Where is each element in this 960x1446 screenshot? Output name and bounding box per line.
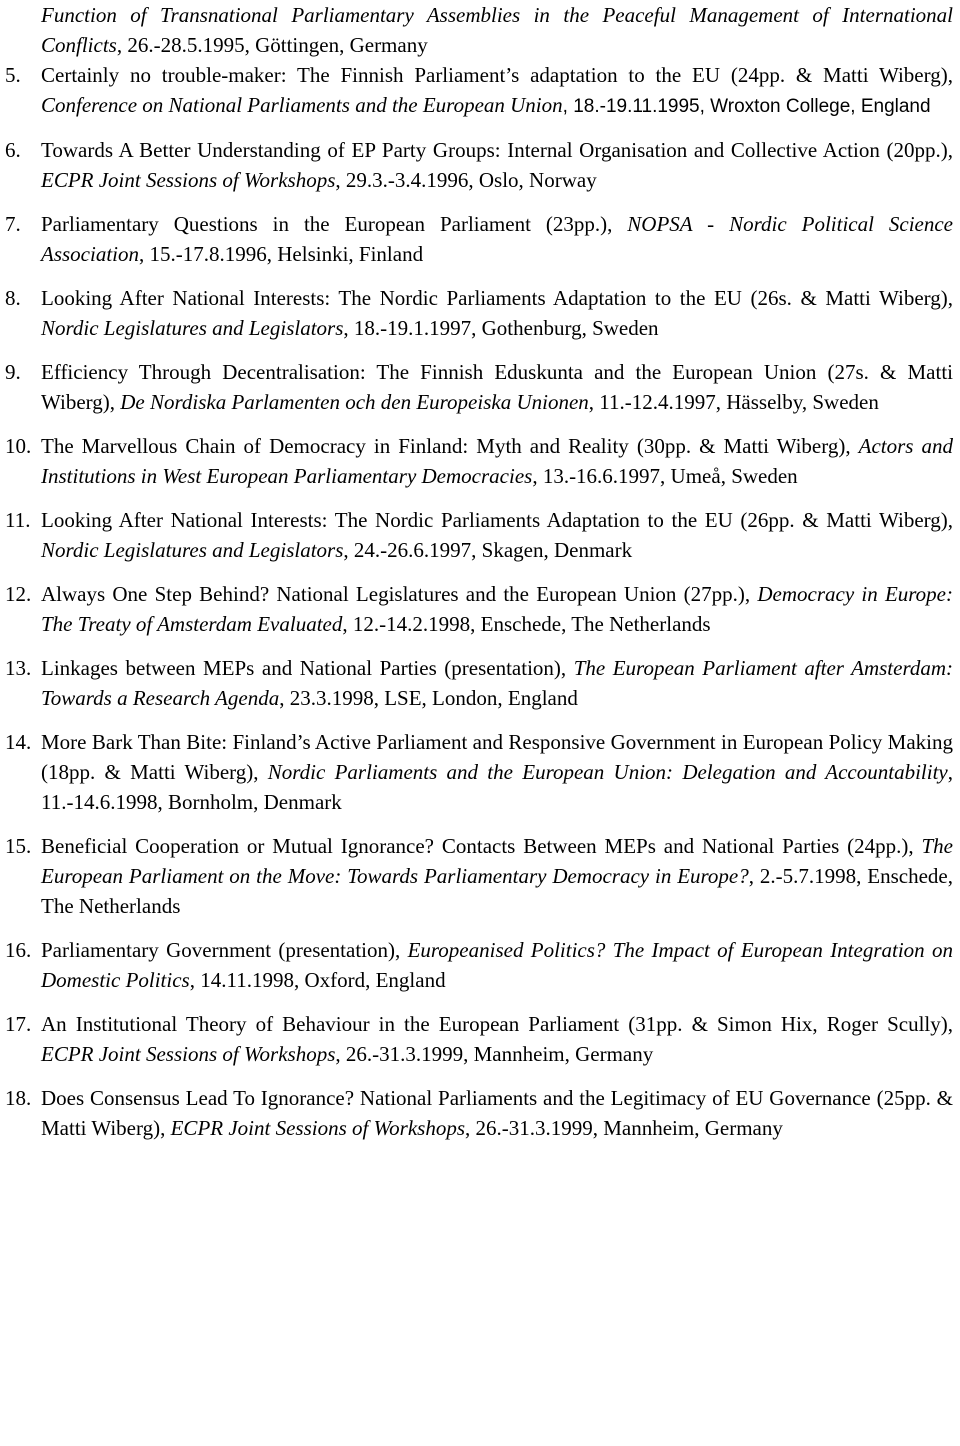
item-number: 12. (5, 582, 32, 606)
item-title: More Bark Than Bite: Finland’s Active Parliament and Responsive Government in European Policy Making (18pp. & Matti Wiberg), (41, 730, 953, 784)
item-details: , 11.-14.6.1998, Bornholm, Denmark (41, 760, 953, 814)
item-text (41, 60, 953, 122)
item-text (41, 209, 953, 269)
item-number: 8. (5, 286, 21, 310)
item-text (41, 1009, 953, 1069)
item-text (41, 579, 953, 639)
item-number: 5. (5, 63, 21, 87)
item-venue: Nordic Legislatures and Legislators (41, 316, 344, 340)
item-number: 11. (5, 508, 31, 532)
item-details: , 11.-12.4.1997, Hässelby, Sweden (588, 390, 879, 414)
item-title: Looking After National Interests: The Nordic Parliaments Adaptation to the EU (26pp. & Matti Wiberg), (41, 508, 953, 532)
item-text (41, 283, 953, 343)
item-number: 15. (5, 834, 32, 858)
list-item (5, 60, 953, 122)
item-venue: NOPSA - Nordic Political Science Association (41, 212, 953, 266)
list-item (5, 653, 953, 713)
item-venue: The European Parliament after Amsterdam: Towards a Research Agenda (41, 656, 954, 710)
item-title: Parliamentary Questions in the European Parliament (23pp.), (41, 212, 628, 236)
item-venue: Conference on National Parliaments and the European Union (41, 93, 563, 117)
item-venue: ECPR Joint Sessions of Workshops (170, 1116, 465, 1140)
item-text (41, 505, 953, 565)
item-venue: Europeanised Politics? The Impact of European Integration on Domestic Politics (41, 938, 953, 992)
continued-entry-fragment (5, 0, 953, 60)
item-text (41, 135, 953, 195)
item-details: , 14.11.1998, Oxford, England (189, 968, 446, 992)
item-title: Parliamentary Government (presentation), (41, 938, 408, 962)
item-title: Beneficial Cooperation or Mutual Ignorance? Contacts Between MEPs and National Parties (24pp.), (41, 834, 922, 858)
fragment-venue: Function of Transnational Parliamentary Assemblies in the Peaceful Management of International Conflicts (41, 3, 953, 57)
item-number: 17. (5, 1012, 32, 1036)
item-title: Always One Step Behind? National Legislatures and the European Union (27pp.), (41, 582, 758, 606)
item-number: 10. (5, 434, 32, 458)
item-details: , 13.-16.6.1997, Umeå, Sweden (532, 464, 798, 488)
item-text (41, 653, 953, 713)
item-text (41, 727, 953, 817)
item-details: , 26.-31.3.1999, Mannheim, Germany (465, 1116, 783, 1140)
item-title: An Institutional Theory of Behaviour in the European Parliament (31pp. & Simon Hix, Roger Scully), (41, 1012, 953, 1036)
list-item (5, 135, 953, 195)
item-number: 14. (5, 730, 32, 754)
item-details: , 18.-19.11.1995, Wroxton College, England (562, 96, 931, 117)
list-item (5, 579, 953, 639)
list-item (5, 935, 953, 995)
item-title: Efficiency Through Decentralisation: The Finnish Eduskunta and the European Union (27s. & Matti Wiberg), (41, 360, 953, 414)
item-title: Looking After National Interests: The Nordic Parliaments Adaptation to the EU (26s. & Matti Wiberg), (41, 286, 953, 310)
item-venue: ECPR Joint Sessions of Workshops (41, 1042, 336, 1066)
item-venue: Nordic Legislatures and Legislators (41, 538, 344, 562)
item-title: Towards A Better Understanding of EP Party Groups: Internal Organisation and Collective Action (20pp.), (41, 138, 953, 162)
item-details: , 29.3.-3.4.1996, Oslo, Norway (335, 168, 597, 192)
document-page (5, 0, 953, 1143)
item-details: , 24.-26.6.1997, Skagen, Denmark (343, 538, 633, 562)
item-title: Does Consensus Lead To Ignorance? National Parliaments and the Legitimacy of EU Governance (25pp. & Matti Wiberg), (41, 1086, 953, 1140)
item-details: , 18.-19.1.1997, Gothenburg, Sweden (343, 316, 659, 340)
list-item (5, 831, 953, 921)
item-venue: ECPR Joint Sessions of Workshops (41, 168, 336, 192)
list-item (5, 431, 953, 491)
item-number: 6. (5, 138, 21, 162)
fragment-details: , 26.-28.5.1995, Göttingen, Germany (116, 33, 428, 57)
item-details: , 2.-5.7.1998, Enschede, The Netherlands (41, 864, 953, 918)
item-text (41, 831, 953, 921)
list-item (5, 1083, 953, 1143)
item-details: , 15.-17.8.1996, Helsinki, Finland (139, 242, 424, 266)
item-details: , 12.-14.2.1998, Enschede, The Netherlands (342, 612, 711, 636)
item-venue: De Nordiska Parlamenten och den Europeiska Unionen (120, 390, 589, 414)
list-item (5, 1009, 953, 1069)
item-number: 16. (5, 938, 32, 962)
item-text (41, 1083, 953, 1143)
item-number: 13. (5, 656, 32, 680)
item-number: 7. (5, 212, 21, 236)
item-number: 18. (5, 1086, 32, 1110)
list-item (5, 209, 953, 269)
item-venue: Actors and Institutions in West European Parliamentary Democracies (41, 434, 954, 488)
list-item (5, 357, 953, 417)
item-venue: The European Parliament on the Move: Towards Parliamentary Democracy in Europe? (41, 834, 953, 888)
item-venue: Nordic Parliaments and the European Union: Delegation and Accountability (267, 760, 948, 784)
item-details: , 26.-31.3.1999, Mannheim, Germany (335, 1042, 654, 1066)
publication-list (5, 60, 953, 1143)
item-text (41, 357, 953, 417)
item-title: Certainly no trouble-maker: The Finnish Parliament’s adaptation to the EU (24pp. & Matti Wiberg), (41, 63, 953, 87)
item-venue: Democracy in Europe: The Treaty of Amsterdam Evaluated (41, 582, 953, 636)
item-number: 9. (5, 360, 21, 384)
item-title: The Marvellous Chain of Democracy in Finland: Myth and Reality (30pp. & Matti Wiberg), (41, 434, 859, 458)
list-item (5, 505, 953, 565)
list-item (5, 283, 953, 343)
item-details: , 23.3.1998, LSE, London, England (279, 686, 578, 710)
list-item (5, 727, 953, 817)
item-text (41, 431, 953, 491)
item-text (41, 935, 953, 995)
item-title: Linkages between MEPs and National Parties (presentation), (41, 656, 574, 680)
